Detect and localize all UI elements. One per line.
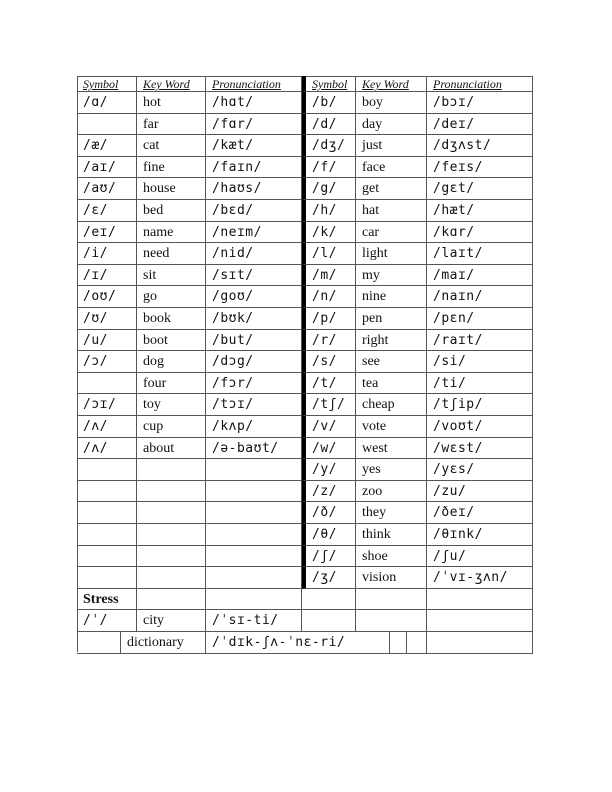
stress-example-pronunciation: /ˈsɪ-ti/ — [206, 610, 302, 632]
vowel-pronunciation: /fɑr/ — [206, 114, 302, 136]
table-row — [77, 222, 533, 244]
consonant-pronunciation: /zu/ — [427, 481, 533, 503]
consonant-pronunciation: /gɛt/ — [427, 178, 533, 200]
vowel-key-word: name — [137, 222, 206, 244]
vowel-key-word — [137, 546, 206, 568]
table-row — [77, 416, 533, 438]
consonant-symbol: /z/ — [302, 481, 356, 503]
vowel-key-word: need — [137, 243, 206, 265]
table-row — [77, 546, 533, 568]
vowel-symbol — [77, 373, 137, 395]
consonant-key-word: car — [356, 222, 427, 244]
consonant-key-word: nine — [356, 286, 427, 308]
vowel-pronunciation: /nid/ — [206, 243, 302, 265]
stress-header-row — [77, 589, 533, 611]
consonant-symbol: /g/ — [302, 178, 356, 200]
vowel-symbol — [77, 459, 137, 481]
empty-cell — [356, 610, 427, 632]
consonant-key-word: zoo — [356, 481, 427, 503]
consonant-key-word: hat — [356, 200, 427, 222]
header-symbol: Symbol — [302, 76, 356, 92]
consonant-symbol: /m/ — [302, 265, 356, 287]
vowel-key-word: four — [137, 373, 206, 395]
vowel-key-word: book — [137, 308, 206, 330]
consonant-pronunciation: /θɪnk/ — [427, 524, 533, 546]
vowel-symbol: /aɪ/ — [77, 157, 137, 179]
vowel-pronunciation: /but/ — [206, 330, 302, 352]
consonant-pronunciation: /yɛs/ — [427, 459, 533, 481]
consonant-key-word: yes — [356, 459, 427, 481]
consonant-pronunciation: /ʃu/ — [427, 546, 533, 568]
vowel-symbol — [77, 114, 137, 136]
consonant-key-word: light — [356, 243, 427, 265]
header-pronunciation: Pronunciation — [427, 76, 533, 92]
stress-label: Stress — [77, 589, 137, 611]
vowel-symbol: /eɪ/ — [77, 222, 137, 244]
consonant-symbol: /t/ — [302, 373, 356, 395]
vowel-symbol — [77, 481, 137, 503]
vowel-key-word: bed — [137, 200, 206, 222]
consonant-symbol: /tʃ/ — [302, 394, 356, 416]
vowel-pronunciation: /bʊk/ — [206, 308, 302, 330]
consonant-symbol: /n/ — [302, 286, 356, 308]
vowel-key-word: cat — [137, 135, 206, 157]
vowel-symbol — [77, 502, 137, 524]
vowel-key-word — [137, 481, 206, 503]
consonant-symbol: /s/ — [302, 351, 356, 373]
consonant-key-word: see — [356, 351, 427, 373]
consonant-key-word: boy — [356, 92, 427, 114]
consonant-key-word: vote — [356, 416, 427, 438]
empty-cell — [427, 589, 533, 611]
table-row — [77, 330, 533, 352]
table-header-row — [77, 76, 533, 92]
consonant-key-word: just — [356, 135, 427, 157]
consonant-key-word: think — [356, 524, 427, 546]
header-key-word: Key Word — [356, 76, 427, 92]
empty-cell — [137, 589, 206, 611]
consonant-pronunciation: /ti/ — [427, 373, 533, 395]
vowel-pronunciation: /kʌp/ — [206, 416, 302, 438]
consonant-key-word: right — [356, 330, 427, 352]
consonant-pronunciation: /laɪt/ — [427, 243, 533, 265]
table-row — [77, 438, 533, 460]
consonant-symbol: /dʒ/ — [302, 135, 356, 157]
vowel-symbol: /ɛ/ — [77, 200, 137, 222]
consonant-pronunciation: /dʒʌst/ — [427, 135, 533, 157]
vowel-key-word: far — [137, 114, 206, 136]
table-row — [77, 481, 533, 503]
vowel-pronunciation: /ə-baʊt/ — [206, 438, 302, 460]
table-row — [77, 92, 533, 114]
vowel-pronunciation: /fɔr/ — [206, 373, 302, 395]
vowel-pronunciation: /kæt/ — [206, 135, 302, 157]
consonant-symbol: /d/ — [302, 114, 356, 136]
consonant-pronunciation: /pɛn/ — [427, 308, 533, 330]
consonant-symbol: /ʒ/ — [302, 567, 356, 589]
vowel-pronunciation: /bɛd/ — [206, 200, 302, 222]
empty-cell — [390, 632, 407, 654]
consonant-pronunciation: /feɪs/ — [427, 157, 533, 179]
vowel-symbol: /oʊ/ — [77, 286, 137, 308]
consonant-symbol: /w/ — [302, 438, 356, 460]
table-row — [77, 286, 533, 308]
table-row — [77, 243, 533, 265]
vowel-pronunciation: /neɪm/ — [206, 222, 302, 244]
empty-cell — [427, 632, 533, 654]
consonant-key-word: pen — [356, 308, 427, 330]
consonant-key-word: shoe — [356, 546, 427, 568]
vowel-key-word — [137, 524, 206, 546]
table-row — [77, 459, 533, 481]
header-key-word: Key Word — [137, 76, 206, 92]
vowel-symbol: /ʌ/ — [77, 416, 137, 438]
vowel-pronunciation — [206, 567, 302, 589]
consonant-symbol: /ð/ — [302, 502, 356, 524]
vowel-pronunciation: /hɑt/ — [206, 92, 302, 114]
vowel-key-word: about — [137, 438, 206, 460]
vowel-symbol — [77, 524, 137, 546]
vowel-key-word — [137, 567, 206, 589]
vowel-key-word: dog — [137, 351, 206, 373]
stress-example-word: city — [137, 610, 206, 632]
table-row — [77, 502, 533, 524]
vowel-key-word — [137, 502, 206, 524]
consonant-pronunciation: /naɪn/ — [427, 286, 533, 308]
consonant-key-word: cheap — [356, 394, 427, 416]
header-pronunciation: Pronunciation — [206, 76, 302, 92]
consonant-symbol: /p/ — [302, 308, 356, 330]
vowel-pronunciation: /goʊ/ — [206, 286, 302, 308]
vowel-symbol: /ɑ/ — [77, 92, 137, 114]
consonant-symbol: /ʃ/ — [302, 546, 356, 568]
consonant-pronunciation: /ðeɪ/ — [427, 502, 533, 524]
vowel-pronunciation — [206, 481, 302, 503]
empty-cell — [356, 589, 427, 611]
vowel-symbol: /ɪ/ — [77, 265, 137, 287]
table-row — [77, 265, 533, 287]
table-row — [77, 394, 533, 416]
table-row — [77, 524, 533, 546]
consonant-key-word: west — [356, 438, 427, 460]
table-row — [77, 157, 533, 179]
vowel-pronunciation — [206, 459, 302, 481]
consonant-symbol: /k/ — [302, 222, 356, 244]
consonant-pronunciation: /si/ — [427, 351, 533, 373]
table-row — [77, 308, 533, 330]
consonant-key-word: vision — [356, 567, 427, 589]
stress-example-pronunciation: /ˈdɪk-ʃʌ-ˈnɛ-ri/ — [206, 632, 390, 654]
vowel-symbol: /i/ — [77, 243, 137, 265]
vowel-symbol: /ʌ/ — [77, 438, 137, 460]
vowel-symbol: /u/ — [77, 330, 137, 352]
table-row — [77, 178, 533, 200]
consonant-pronunciation: /kɑr/ — [427, 222, 533, 244]
table-row — [77, 567, 533, 589]
empty-cell — [302, 589, 356, 611]
table-row — [77, 373, 533, 395]
consonant-symbol: /b/ — [302, 92, 356, 114]
empty-cell — [407, 632, 427, 654]
consonant-symbol: /y/ — [302, 459, 356, 481]
vowel-key-word: fine — [137, 157, 206, 179]
consonant-pronunciation: /wɛst/ — [427, 438, 533, 460]
stress-example-row — [77, 610, 533, 632]
consonant-symbol: /l/ — [302, 243, 356, 265]
vowel-pronunciation: /dɔg/ — [206, 351, 302, 373]
consonant-key-word: they — [356, 502, 427, 524]
vowel-key-word: toy — [137, 394, 206, 416]
header-symbol: Symbol — [77, 76, 137, 92]
vowel-key-word: go — [137, 286, 206, 308]
consonant-symbol: /v/ — [302, 416, 356, 438]
vowel-pronunciation — [206, 502, 302, 524]
table-row — [77, 200, 533, 222]
vowel-pronunciation — [206, 524, 302, 546]
stress-example-row — [77, 632, 533, 654]
vowel-pronunciation: /sɪt/ — [206, 265, 302, 287]
vowel-symbol — [77, 567, 137, 589]
vowel-key-word: sit — [137, 265, 206, 287]
vowel-symbol — [77, 546, 137, 568]
consonant-key-word: my — [356, 265, 427, 287]
consonant-key-word: get — [356, 178, 427, 200]
empty-cell — [77, 632, 121, 654]
table-row — [77, 351, 533, 373]
consonant-pronunciation: /tʃip/ — [427, 394, 533, 416]
vowel-key-word: cup — [137, 416, 206, 438]
vowel-key-word: hot — [137, 92, 206, 114]
consonant-symbol: /θ/ — [302, 524, 356, 546]
consonant-pronunciation: /bɔɪ/ — [427, 92, 533, 114]
consonant-pronunciation: /ˈvɪ-ʒʌn/ — [427, 567, 533, 589]
stress-example-word: dictionary — [121, 632, 206, 654]
vowel-pronunciation: /faɪn/ — [206, 157, 302, 179]
empty-cell — [302, 610, 356, 632]
consonant-symbol: /r/ — [302, 330, 356, 352]
consonant-symbol: /h/ — [302, 200, 356, 222]
consonant-pronunciation: /hæt/ — [427, 200, 533, 222]
vowel-key-word: boot — [137, 330, 206, 352]
vowel-symbol: /aʊ/ — [77, 178, 137, 200]
vowel-symbol: /ɔ/ — [77, 351, 137, 373]
vowel-pronunciation: /tɔɪ/ — [206, 394, 302, 416]
empty-cell — [427, 610, 533, 632]
vowel-symbol: /ɔɪ/ — [77, 394, 137, 416]
empty-cell — [206, 589, 302, 611]
consonant-pronunciation: /maɪ/ — [427, 265, 533, 287]
consonant-key-word: day — [356, 114, 427, 136]
vowel-symbol: /ʊ/ — [77, 308, 137, 330]
vowel-key-word — [137, 459, 206, 481]
vowel-symbol: /æ/ — [77, 135, 137, 157]
table-row — [77, 135, 533, 157]
consonant-pronunciation: /deɪ/ — [427, 114, 533, 136]
table-row — [77, 114, 533, 136]
consonant-symbol: /f/ — [302, 157, 356, 179]
consonant-key-word: face — [356, 157, 427, 179]
consonant-pronunciation: /voʊt/ — [427, 416, 533, 438]
vowel-pronunciation — [206, 546, 302, 568]
consonant-key-word: tea — [356, 373, 427, 395]
consonant-pronunciation: /raɪt/ — [427, 330, 533, 352]
vowel-key-word: house — [137, 178, 206, 200]
vowel-pronunciation: /haʊs/ — [206, 178, 302, 200]
stress-symbol: /ˈ/ — [77, 610, 137, 632]
